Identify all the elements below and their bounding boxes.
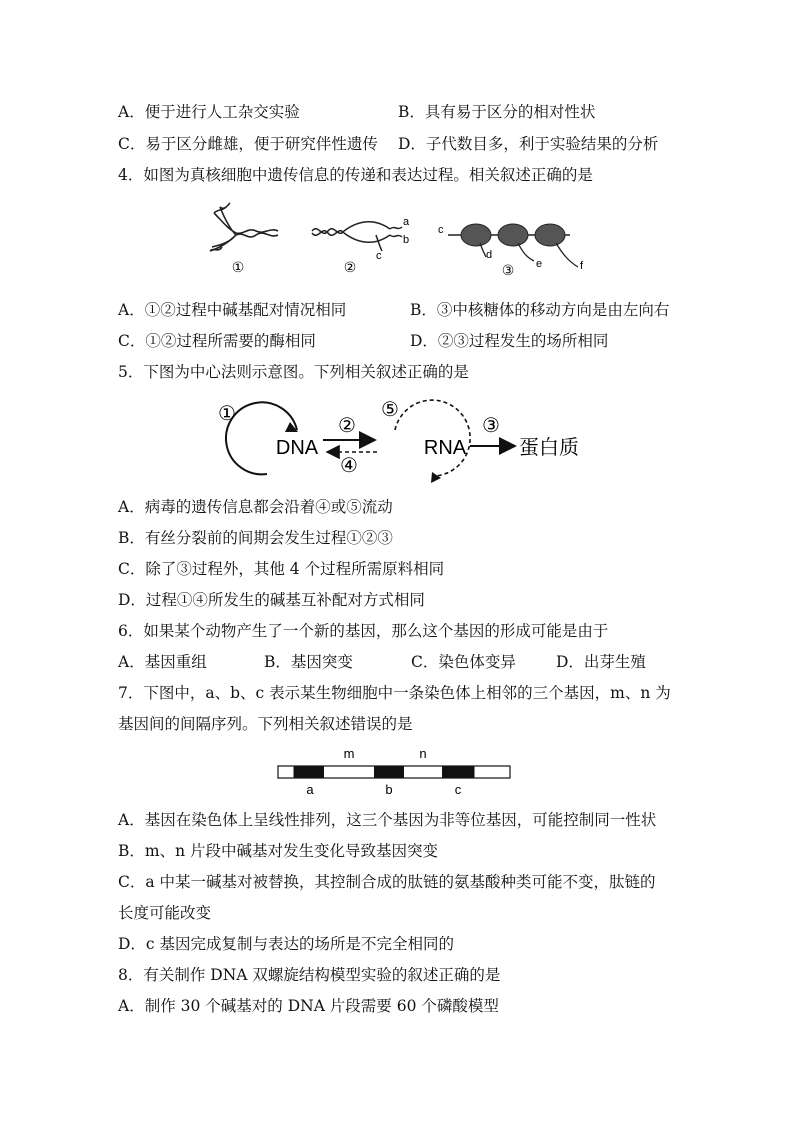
q5-option-b: B．有丝分裂前的间期会发生过程①②③ [118, 529, 393, 547]
q7-option-c-line1: C．a 中某一碱基对被替换，其控制合成的肽链的氨基酸种类可能不变，肽链的 [118, 873, 656, 891]
fig3-label-c: c [438, 224, 444, 236]
q7-option-a: A．基因在染色体上呈线性排列，这三个基因为非等位基因，可能控制同一性状 [118, 811, 657, 829]
gene-c-segment [442, 766, 474, 778]
q8-stem: 8．有关制作 DNA 双螺旋结构模型实验的叙述正确的是 [118, 966, 501, 984]
circle-2-label: ② [338, 415, 356, 437]
circle-4-label: ④ [340, 455, 358, 477]
spacer-n-label: n [419, 746, 427, 761]
q5-option-d: D．过程①④所发生的碱基互补配对方式相同 [118, 591, 425, 609]
q6-option-b: B．基因突变 [264, 653, 353, 671]
q6-option-a: A．基因重组 [118, 653, 207, 671]
q3-option-b: B．具有易于区分的相对性状 [398, 103, 596, 121]
chromosome-gene-diagram [270, 742, 520, 798]
gene-a-segment [294, 766, 324, 778]
fig2-label-a: a [403, 216, 410, 228]
ribosome-icon [535, 224, 565, 246]
q7-stem-line1: 7．下图中，a、b、c 表示某生物细胞中一条染色体上相邻的三个基因，m、n 为 [118, 684, 671, 702]
q4-option-a: A．①②过程中碱基配对情况相同 [118, 301, 347, 319]
q4-option-c: C．①②过程所需要的酶相同 [118, 332, 316, 350]
replication-fork-diagram [210, 203, 278, 251]
spacer-m-label: m [343, 746, 355, 761]
central-dogma-diagram [205, 390, 605, 485]
gene-b-label: b [385, 782, 393, 797]
q3-option-c: C．易于区分雌雄，便于研究伴性遗传 [118, 135, 378, 153]
fig2-label-c: c [376, 250, 382, 262]
gene-b-segment [374, 766, 404, 778]
fig1-label: ① [231, 259, 245, 275]
circle-1-label: ① [218, 403, 236, 425]
fig2-label-b: b [403, 234, 410, 246]
fig3-label: ③ [501, 262, 515, 278]
q7-stem-line2: 基因间的间隔序列。下列相关叙述错误的是 [118, 715, 413, 733]
fig3-label-f: f [580, 260, 584, 272]
q4-stem: 4．如图为真核细胞中遗传信息的传递和表达过程。相关叙述正确的是 [118, 166, 593, 184]
circle-3-label: ③ [482, 415, 500, 437]
protein-label: 蛋白质 [519, 437, 579, 459]
gene-a-label: a [306, 782, 314, 797]
q7-option-d: D．c 基因完成复制与表达的场所是不完全相同的 [118, 935, 455, 953]
q4-option-b: B．③中核糖体的移动方向是由左向右 [410, 301, 670, 319]
ribosome-icon [498, 224, 528, 246]
ribosome-icon [461, 224, 491, 246]
dna-label: DNA [275, 437, 319, 459]
q4-figure [200, 195, 600, 280]
fig2-label: ② [343, 259, 357, 275]
q5-option-c: C．除了③过程外，其他 4 个过程所需原料相同 [118, 560, 445, 578]
q6-option-c: C．染色体变异 [411, 653, 516, 671]
q5-stem: 5．下图为中心法则示意图。下列相关叙述正确的是 [118, 363, 469, 381]
fig3-label-e: e [536, 258, 543, 270]
rna-label: RNA [423, 437, 467, 459]
fig3-label-d: d [486, 249, 493, 261]
gene-c-label: c [454, 782, 462, 797]
q7-option-b: B．m、n 片段中碱基对发生变化导致基因突变 [118, 842, 438, 860]
translation-diagram [448, 224, 578, 267]
q3-option-a: A．便于进行人工杂交实验 [118, 103, 300, 121]
transcription-diagram [312, 222, 402, 251]
q3-option-d: D．子代数目多，利于实验结果的分析 [398, 135, 659, 153]
q7-option-c-line2: 长度可能改变 [118, 904, 212, 922]
q4-option-d: D．②③过程发生的场所相同 [410, 332, 609, 350]
q5-option-a: A．病毒的遗传信息都会沿着④或⑤流动 [118, 498, 393, 516]
q8-option-a: A．制作 30 个碱基对的 DNA 片段需要 60 个磷酸模型 [118, 997, 499, 1015]
circle-5-label: ⑤ [381, 399, 399, 421]
q6-stem: 6．如果某个动物产生了一个新的基因，那么这个基因的形成可能是由于 [118, 622, 609, 640]
q6-option-d: D．出芽生殖 [556, 653, 646, 671]
